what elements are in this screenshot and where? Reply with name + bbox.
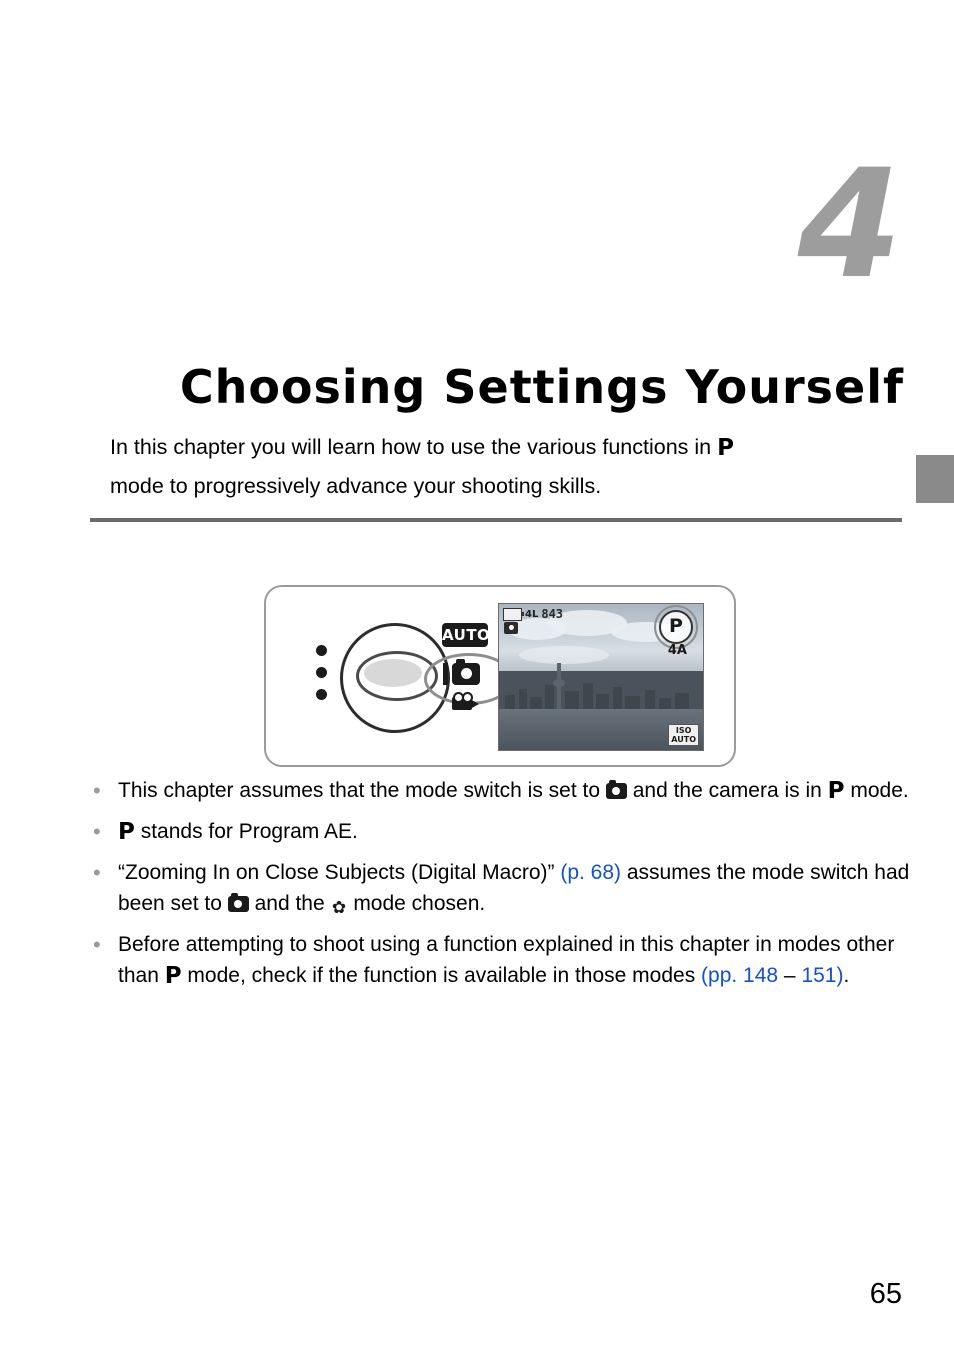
movie-icon	[452, 695, 480, 713]
camera-icon	[504, 622, 518, 634]
side-tab-marker	[916, 455, 954, 503]
list-item	[90, 929, 910, 991]
note-text	[118, 857, 910, 919]
mode-dial-center	[364, 659, 422, 687]
note-segment: .	[843, 964, 850, 987]
dial-dot-icon	[316, 645, 327, 656]
note-segment: Before attempting to shoot using a function explained in this chapter in modes other than	[118, 933, 895, 987]
note-segment: mode.	[844, 779, 909, 802]
note-segment: –	[778, 964, 802, 987]
list-item	[90, 816, 910, 847]
camera-icon	[606, 783, 627, 799]
image-quality-label: 4L	[525, 608, 539, 620]
illustration-panel	[264, 585, 736, 767]
horizontal-rule	[90, 518, 902, 522]
program-mode-icon: P	[164, 963, 182, 989]
chapter-intro	[110, 428, 900, 506]
shots-remaining-label: 843	[541, 607, 564, 621]
mode-dial-illustration	[306, 615, 516, 737]
note-text	[118, 816, 910, 847]
note-segment: and the camera is in	[626, 779, 828, 802]
lcd-status-bar	[503, 607, 563, 621]
page-title: Choosing Settings Yourself	[179, 360, 904, 414]
program-mode-icon: P	[717, 435, 734, 461]
page-number: 65	[869, 1278, 902, 1310]
intro-text-after: mode to progressively advance your shooting skills.	[110, 474, 602, 498]
note-segment: mode, check if the function is available in those modes	[181, 964, 702, 987]
bullet-marker: •	[93, 860, 101, 885]
list-item	[90, 857, 910, 919]
shooting-mode-badge: P	[659, 610, 693, 644]
page-reference-link[interactable]: (pp. 148	[701, 964, 779, 987]
note-segment: and the	[248, 892, 331, 915]
list-item	[90, 775, 910, 806]
lcd-screen-illustration	[498, 603, 704, 751]
note-segment: This chapter assumes that the mode switch is set to	[118, 779, 606, 802]
auto-mode-label: AUTO	[442, 623, 488, 647]
note-text	[118, 775, 910, 806]
flash-mode-icon: 4A	[667, 643, 687, 658]
mode-switch-handle	[443, 663, 448, 685]
page-reference-link[interactable]: (p. 68)	[560, 861, 622, 884]
chapter-number: 4	[797, 138, 898, 312]
tower-shape	[557, 663, 561, 709]
program-mode-icon: P	[827, 778, 845, 804]
page-reference-link[interactable]: 151)	[801, 964, 844, 987]
bullet-marker: •	[93, 819, 101, 844]
note-segment: stands for Program AE.	[134, 820, 358, 843]
note-segment: mode chosen.	[347, 892, 486, 915]
macro-icon: ✿	[331, 898, 347, 918]
intro-text-before: In this chapter you will learn how to use the various functions in	[110, 435, 712, 459]
notes-list	[90, 775, 910, 1001]
note-text	[118, 929, 910, 991]
battery-icon	[503, 608, 522, 621]
note-segment: “Zooming In on Close Subjects (Digital Macro)”	[118, 861, 561, 884]
dial-dot-icon	[316, 689, 327, 700]
skyline-region	[499, 671, 703, 709]
bullet-marker: •	[93, 932, 101, 957]
iso-badge: ISO AUTO	[668, 724, 699, 746]
note-segment: assumes the mode switch had been set to	[118, 861, 910, 915]
camera-icon	[452, 663, 480, 685]
program-mode-icon: P	[118, 819, 135, 845]
bullet-marker: •	[93, 778, 101, 803]
camera-icon	[228, 896, 249, 912]
dial-dot-icon	[316, 667, 327, 678]
cloud-shape	[519, 646, 609, 664]
